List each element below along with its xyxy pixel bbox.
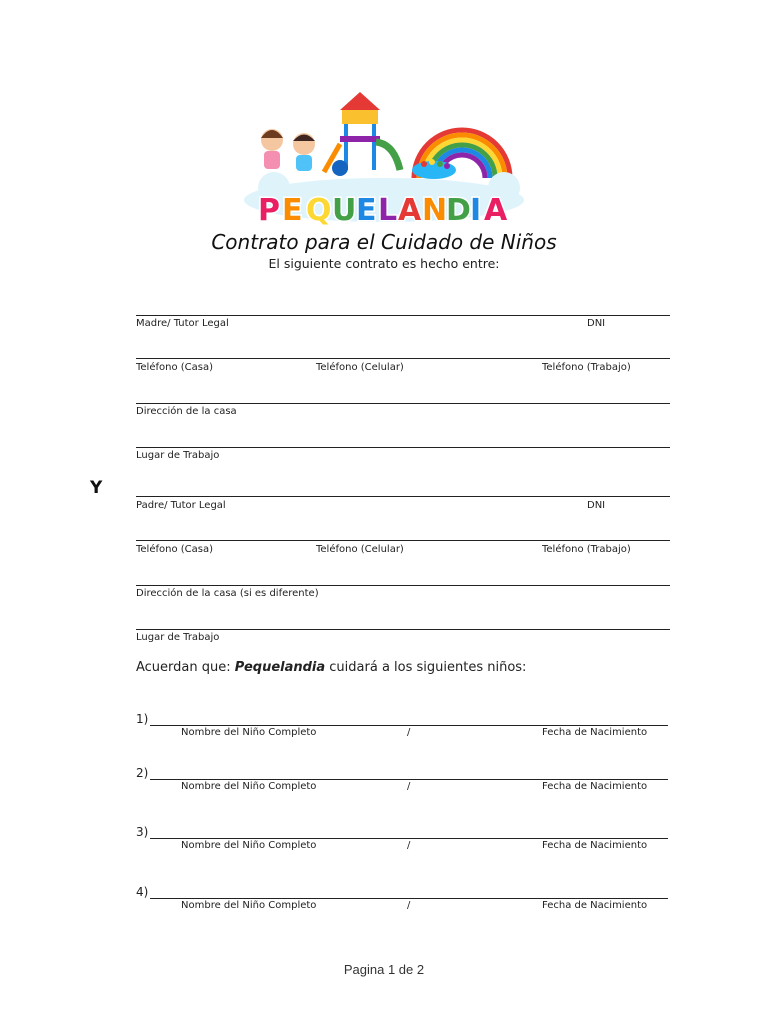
child-2-dob-label: Fecha de Nacimiento (542, 781, 648, 792)
father-phone-line[interactable] (136, 540, 670, 541)
separator-y: Y (90, 478, 103, 498)
father-workplace-line[interactable] (136, 629, 670, 630)
children-graphic (261, 129, 315, 171)
father-name-line[interactable] (136, 496, 670, 497)
svg-text:A: A (398, 193, 422, 228)
mother-dni-label: DNI (587, 318, 606, 329)
father-dni-label: DNI (587, 500, 606, 511)
mother-phone-cell-label: Teléfono (Celular) (316, 362, 404, 373)
svg-text:N: N (422, 193, 448, 228)
child-3-dob-label: Fecha de Nacimiento (542, 840, 648, 851)
child-4-name-label: Nombre del Niño Completo (181, 900, 317, 911)
child-2-number: 2) (136, 766, 149, 780)
agreement-prefix: Acuerdan que: (136, 660, 235, 675)
pequelandia-logo (244, 88, 524, 234)
child-4-number: 4) (136, 885, 149, 899)
svg-text:P: P (258, 193, 280, 228)
mother-workplace-line[interactable] (136, 447, 670, 448)
document-subtitle: El siguiente contrato es hecho entre: (268, 256, 500, 271)
svg-text:D: D (446, 193, 471, 228)
mother-phone-home-label: Teléfono (Casa) (136, 362, 214, 373)
child-1-number: 1) (136, 712, 149, 726)
logo-lettering (258, 193, 508, 228)
father-workplace-label: Lugar de Trabajo (136, 632, 220, 643)
father-phone-work-label: Teléfono (Trabajo) (542, 544, 631, 555)
svg-text:I: I (470, 193, 482, 228)
svg-text:E: E (356, 193, 377, 228)
agreement-suffix: cuidará a los siguientes niños: (325, 660, 527, 675)
mother-address-line[interactable] (136, 403, 670, 404)
child-4-dob-label: Fecha de Nacimiento (542, 900, 648, 911)
child-3-line[interactable] (150, 838, 668, 839)
svg-text:E: E (282, 193, 303, 228)
mother-name-line[interactable] (136, 315, 670, 316)
svg-text:L: L (378, 193, 398, 228)
father-address-line[interactable] (136, 585, 670, 586)
child-1-line[interactable] (150, 725, 668, 726)
child-3-name-label: Nombre del Niño Completo (181, 840, 317, 851)
mother-guardian-label: Madre/ Tutor Legal (136, 318, 229, 329)
agreement-brand: Pequelandia (234, 660, 326, 675)
child-2-name-label: Nombre del Niño Completo (181, 781, 317, 792)
child-2-line[interactable] (150, 779, 668, 780)
page-number: Pagina 1 de 2 (343, 962, 425, 977)
svg-text:Q: Q (306, 193, 332, 228)
svg-text:A: A (484, 193, 508, 228)
child-3-slash: / (407, 840, 411, 851)
mother-workplace-label: Lugar de Trabajo (136, 450, 220, 461)
child-3-number: 3) (136, 825, 149, 839)
father-guardian-label: Padre/ Tutor Legal (136, 500, 226, 511)
mother-phone-work-label: Teléfono (Trabajo) (542, 362, 631, 373)
father-address-label: Dirección de la casa (si es diferente) (136, 588, 319, 599)
child-2-slash: / (407, 781, 411, 792)
child-1-slash: / (407, 727, 411, 738)
father-phone-home-label: Teléfono (Casa) (136, 544, 214, 555)
child-1-dob-label: Fecha de Nacimiento (542, 727, 648, 738)
svg-text:U: U (332, 193, 357, 228)
agreement-text (136, 660, 526, 675)
mother-address-label: Dirección de la casa (136, 406, 237, 417)
father-phone-cell-label: Teléfono (Celular) (316, 544, 404, 555)
child-1-name-label: Nombre del Niño Completo (181, 727, 317, 738)
child-4-slash: / (407, 900, 411, 911)
document-title: Contrato para el Cuidado de Niños (211, 230, 557, 254)
child-4-line[interactable] (150, 898, 668, 899)
mother-phone-line[interactable] (136, 358, 670, 359)
